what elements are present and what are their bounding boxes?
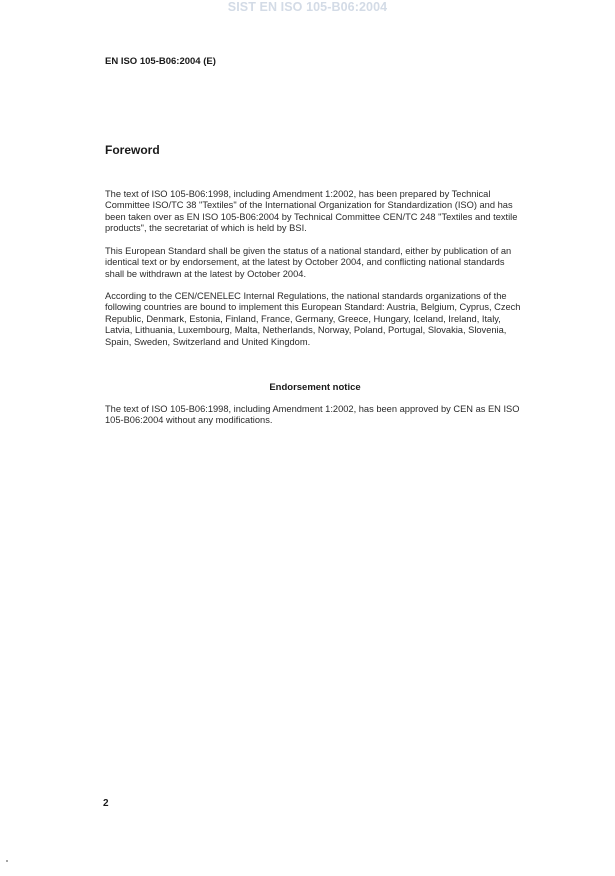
page-number: 2 <box>103 798 109 809</box>
endorsement-heading: Endorsement notice <box>269 382 361 393</box>
scan-speck <box>6 860 8 862</box>
foreword-paragraph-2: This European Standard shall be given the status of a national standard, either by publication of an identical text or by endorsement, at the latest by October 2004, and conflicting national standards shall be withdrawn at the latest by October 2004. <box>105 246 512 279</box>
endorsement-paragraph: The text of ISO 105-B06:1998, including Amendment 1:2002, has been approved by CEN as EN ISO 105-B06:2004 without any modifications. <box>105 404 520 426</box>
foreword-paragraph-1: The text of ISO 105-B06:1998, including Amendment 1:2002, has been prepared by Technical Committee ISO/TC 38 "Textiles" of the International Organization for Standardization (ISO) and has been taken over as EN ISO 105-B06:2004 by Technical Committee CEN/TC 248 "Textiles and textile products", the secretariat of which is held by BSI. <box>105 189 518 234</box>
document-id-header: EN ISO 105-B06:2004 (E) <box>105 56 216 67</box>
watermark: SIST EN ISO 105-B06:2004 <box>227 0 388 14</box>
foreword-heading: Foreword <box>105 143 160 157</box>
foreword-paragraph-3: According to the CEN/CENELEC Internal Regulations, the national standards organizations of the following countries are bound to implement this European Standard: Austria, Belgium, Cyprus, Czech Republic, Denmark, Estonia, Finland, France, Germany, Greece, Hungary, Iceland, Ireland, Italy, Latvia, Lithuania, Luxembourg, Malta, Netherlands, Norway, Poland, Portugal, Slovakia, Slovenia, Spain, Sweden, Switzerland and United Kingdom. <box>105 291 521 347</box>
